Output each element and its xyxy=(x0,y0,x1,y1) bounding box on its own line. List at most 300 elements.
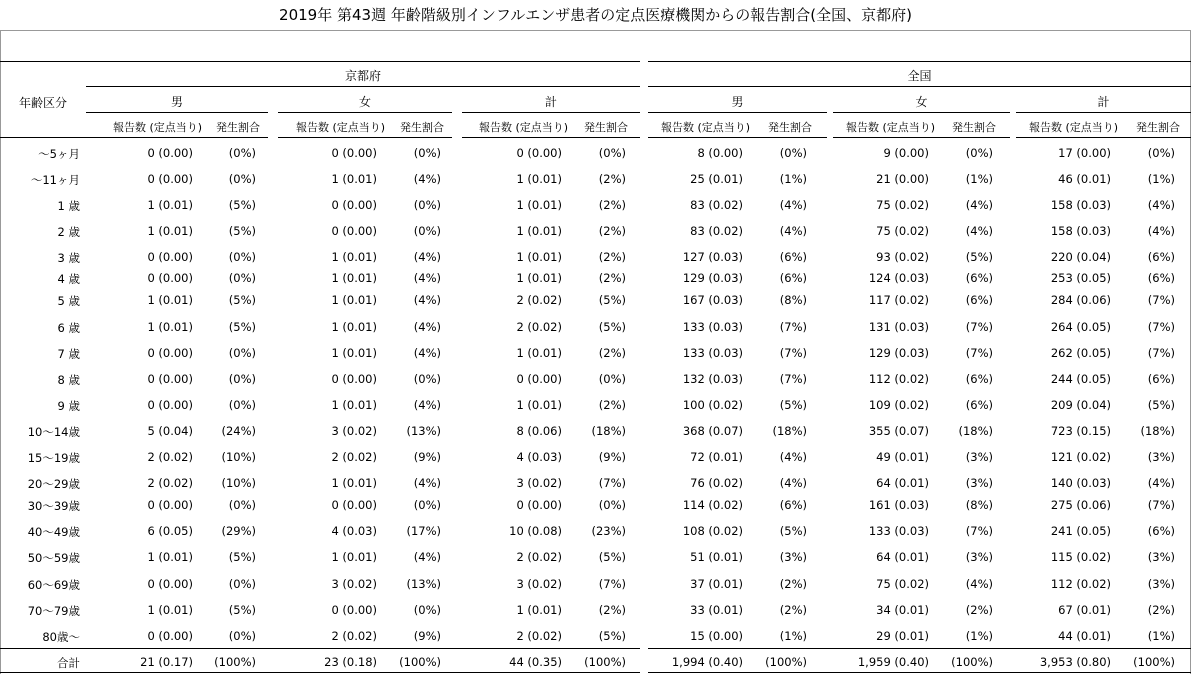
rate-cell: (6%) xyxy=(779,250,807,264)
rate-cell: (10%) xyxy=(221,450,256,464)
report-cell: 1 (0.01) xyxy=(331,320,377,334)
sex-header: 女 xyxy=(915,95,928,109)
rate-cell: (0%) xyxy=(228,372,256,386)
rule-line xyxy=(0,137,86,138)
report-cell: 34 (0.01) xyxy=(876,603,929,617)
rule-line xyxy=(833,112,1010,113)
report-cell: 0 (0.00) xyxy=(516,146,562,160)
report-cell: 2 (0.02) xyxy=(516,320,562,334)
report-cell: 117 (0.02) xyxy=(868,293,929,307)
age-label: ～11ヶ月 xyxy=(30,173,80,187)
report-cell: 253 (0.05) xyxy=(1050,271,1111,285)
column-header-rate: 発生割合 xyxy=(584,121,628,134)
age-label: 20～29歳 xyxy=(27,477,80,491)
age-label: 50～59歳 xyxy=(27,551,80,565)
rate-cell: (1%) xyxy=(1147,172,1175,186)
rate-cell: (3%) xyxy=(1147,450,1175,464)
report-cell: 0 (0.00) xyxy=(147,498,193,512)
rate-cell: (7%) xyxy=(1147,346,1175,360)
total-rate-cell: (100%) xyxy=(214,655,256,669)
rate-cell: (18%) xyxy=(958,424,993,438)
report-cell: 1 (0.01) xyxy=(331,398,377,412)
report-cell: 46 (0.01) xyxy=(1058,172,1111,186)
report-cell: 0 (0.00) xyxy=(147,172,193,186)
total-report-cell: 3,953 (0.80) xyxy=(1039,655,1111,669)
page-title: 2019年 第43週 年齢階級別インフルエンザ患者の定点医療機関からの報告割合(全国、京都府) xyxy=(279,6,912,24)
report-cell: 108 (0.02) xyxy=(682,524,743,538)
rate-cell: (0%) xyxy=(228,250,256,264)
rule-line xyxy=(0,648,640,649)
rule-line xyxy=(86,137,268,138)
rate-cell: (4%) xyxy=(779,198,807,212)
column-header-report: 報告数 (定点当り) xyxy=(661,121,751,134)
rate-cell: (2%) xyxy=(598,198,626,212)
report-cell: 33 (0.01) xyxy=(690,603,743,617)
age-label: 2 歳 xyxy=(57,225,80,239)
total-rate-cell: (100%) xyxy=(399,655,441,669)
report-cell: 275 (0.06) xyxy=(1050,498,1111,512)
report-cell: 1 (0.01) xyxy=(516,198,562,212)
report-cell: 3 (0.02) xyxy=(331,424,377,438)
report-cell: 368 (0.07) xyxy=(682,424,743,438)
rate-cell: (13%) xyxy=(406,577,441,591)
report-cell: 2 (0.02) xyxy=(516,550,562,564)
total-report-cell: 21 (0.17) xyxy=(140,655,193,669)
report-cell: 51 (0.01) xyxy=(690,550,743,564)
rate-cell: (5%) xyxy=(228,198,256,212)
rate-cell: (5%) xyxy=(598,550,626,564)
report-cell: 124 (0.03) xyxy=(868,271,929,285)
report-cell: 29 (0.01) xyxy=(876,629,929,643)
report-cell: 1 (0.01) xyxy=(147,603,193,617)
rule-line xyxy=(648,61,1191,62)
report-cell: 8 (0.00) xyxy=(697,146,743,160)
rate-cell: (6%) xyxy=(965,398,993,412)
rate-cell: (6%) xyxy=(1147,372,1175,386)
rate-cell: (3%) xyxy=(1147,550,1175,564)
rate-cell: (9%) xyxy=(598,450,626,464)
report-cell: 3 (0.02) xyxy=(516,476,562,490)
rate-cell: (6%) xyxy=(779,498,807,512)
rate-cell: (4%) xyxy=(413,271,441,285)
column-header-rate: 発生割合 xyxy=(400,121,444,134)
report-cell: 115 (0.02) xyxy=(1050,550,1111,564)
report-cell: 209 (0.04) xyxy=(1050,398,1111,412)
rate-cell: (0%) xyxy=(228,146,256,160)
rate-cell: (18%) xyxy=(772,424,807,438)
report-cell: 262 (0.05) xyxy=(1050,346,1111,360)
rate-cell: (2%) xyxy=(1147,603,1175,617)
report-cell: 0 (0.00) xyxy=(147,271,193,285)
age-label: 3 歳 xyxy=(57,251,80,265)
age-label: ～5ヶ月 xyxy=(38,147,80,161)
report-cell: 0 (0.00) xyxy=(147,629,193,643)
sex-header: 女 xyxy=(358,95,371,109)
report-cell: 0 (0.00) xyxy=(147,250,193,264)
age-group-header: 年齢区分 xyxy=(18,96,67,110)
rate-cell: (5%) xyxy=(779,398,807,412)
rate-cell: (0%) xyxy=(598,146,626,160)
age-label: 8 歳 xyxy=(57,373,80,387)
rate-cell: (5%) xyxy=(965,250,993,264)
report-cell: 723 (0.15) xyxy=(1050,424,1111,438)
report-cell: 8 (0.06) xyxy=(516,424,562,438)
report-cell: 75 (0.02) xyxy=(876,198,929,212)
report-cell: 67 (0.01) xyxy=(1058,603,1111,617)
report-cell: 72 (0.01) xyxy=(690,450,743,464)
rate-cell: (6%) xyxy=(1147,524,1175,538)
report-cell: 1 (0.01) xyxy=(516,603,562,617)
rate-cell: (0%) xyxy=(598,498,626,512)
rate-cell: (1%) xyxy=(1147,629,1175,643)
rate-cell: (17%) xyxy=(406,524,441,538)
report-cell: 0 (0.00) xyxy=(147,346,193,360)
report-cell: 100 (0.02) xyxy=(682,398,743,412)
rate-cell: (24%) xyxy=(221,424,256,438)
report-cell: 1 (0.01) xyxy=(516,224,562,238)
report-cell: 2 (0.02) xyxy=(516,293,562,307)
total-rate-cell: (100%) xyxy=(765,655,807,669)
report-cell: 127 (0.03) xyxy=(682,250,743,264)
rate-cell: (6%) xyxy=(965,372,993,386)
age-label: 6 歳 xyxy=(57,321,80,335)
rate-cell: (0%) xyxy=(413,198,441,212)
age-label: 70～79歳 xyxy=(27,604,80,618)
rate-cell: (0%) xyxy=(965,146,993,160)
rate-cell: (18%) xyxy=(591,424,626,438)
report-cell: 0 (0.00) xyxy=(331,372,377,386)
rate-cell: (7%) xyxy=(1147,498,1175,512)
rate-cell: (4%) xyxy=(965,577,993,591)
rate-cell: (6%) xyxy=(965,271,993,285)
report-cell: 114 (0.02) xyxy=(682,498,743,512)
report-cell: 133 (0.03) xyxy=(682,346,743,360)
report-cell: 264 (0.05) xyxy=(1050,320,1111,334)
rate-cell: (0%) xyxy=(228,172,256,186)
rule-line xyxy=(278,137,452,138)
rate-cell: (2%) xyxy=(598,603,626,617)
rate-cell: (4%) xyxy=(1147,224,1175,238)
report-cell: 167 (0.03) xyxy=(682,293,743,307)
report-cell: 133 (0.03) xyxy=(682,320,743,334)
column-header-report: 報告数 (定点当り) xyxy=(296,121,386,134)
rate-cell: (7%) xyxy=(779,372,807,386)
report-cell: 161 (0.03) xyxy=(868,498,929,512)
rate-cell: (4%) xyxy=(965,198,993,212)
rate-cell: (18%) xyxy=(1140,424,1175,438)
report-cell: 0 (0.00) xyxy=(516,372,562,386)
region-header: 全国 xyxy=(907,69,932,83)
report-cell: 3 (0.02) xyxy=(516,577,562,591)
rate-cell: (1%) xyxy=(965,629,993,643)
rate-cell: (4%) xyxy=(413,398,441,412)
total-report-cell: 23 (0.18) xyxy=(324,655,377,669)
total-rate-cell: (100%) xyxy=(584,655,626,669)
rate-cell: (2%) xyxy=(598,271,626,285)
total-rate-cell: (100%) xyxy=(951,655,993,669)
report-cell: 129 (0.03) xyxy=(682,271,743,285)
rate-cell: (9%) xyxy=(413,450,441,464)
report-cell: 1 (0.01) xyxy=(331,550,377,564)
rate-cell: (7%) xyxy=(598,577,626,591)
rate-cell: (0%) xyxy=(413,372,441,386)
rate-cell: (23%) xyxy=(591,524,626,538)
rate-cell: (0%) xyxy=(779,146,807,160)
rate-cell: (2%) xyxy=(598,398,626,412)
rate-cell: (0%) xyxy=(413,603,441,617)
rate-cell: (4%) xyxy=(413,476,441,490)
rate-cell: (7%) xyxy=(1147,320,1175,334)
report-cell: 241 (0.05) xyxy=(1050,524,1111,538)
column-header-rate: 発生割合 xyxy=(768,121,812,134)
rate-cell: (10%) xyxy=(221,476,256,490)
age-label: 1 歳 xyxy=(57,199,80,213)
rate-cell: (5%) xyxy=(598,293,626,307)
rate-cell: (7%) xyxy=(779,346,807,360)
rate-cell: (6%) xyxy=(779,271,807,285)
rule-line xyxy=(648,672,1191,673)
rate-cell: (4%) xyxy=(1147,476,1175,490)
rate-cell: (7%) xyxy=(965,524,993,538)
rate-cell: (2%) xyxy=(598,172,626,186)
rate-cell: (1%) xyxy=(779,629,807,643)
report-cell: 2 (0.02) xyxy=(331,450,377,464)
report-cell: 0 (0.00) xyxy=(147,372,193,386)
age-label: 5 歳 xyxy=(57,294,80,308)
rate-cell: (5%) xyxy=(779,524,807,538)
rate-cell: (4%) xyxy=(413,320,441,334)
report-cell: 4 (0.03) xyxy=(516,450,562,464)
rate-cell: (4%) xyxy=(413,293,441,307)
rule-line xyxy=(0,672,640,673)
report-cell: 1 (0.01) xyxy=(147,224,193,238)
age-label: 9 歳 xyxy=(57,399,80,413)
rate-cell: (6%) xyxy=(1147,271,1175,285)
rate-cell: (4%) xyxy=(965,224,993,238)
column-header-report: 報告数 (定点当り) xyxy=(1029,121,1119,134)
rate-cell: (3%) xyxy=(965,450,993,464)
sex-header: 計 xyxy=(544,95,557,109)
rule-line xyxy=(86,86,640,87)
report-cell: 0 (0.00) xyxy=(147,146,193,160)
rate-cell: (5%) xyxy=(1147,398,1175,412)
rate-cell: (0%) xyxy=(228,629,256,643)
rule-line xyxy=(648,86,1191,87)
report-cell: 0 (0.00) xyxy=(331,498,377,512)
report-cell: 129 (0.03) xyxy=(868,346,929,360)
report-cell: 131 (0.03) xyxy=(868,320,929,334)
total-report-cell: 44 (0.35) xyxy=(509,655,562,669)
sex-header: 男 xyxy=(170,95,183,109)
report-cell: 0 (0.00) xyxy=(331,198,377,212)
rate-cell: (5%) xyxy=(228,224,256,238)
rate-cell: (9%) xyxy=(413,629,441,643)
report-cell: 0 (0.00) xyxy=(331,146,377,160)
rate-cell: (2%) xyxy=(598,250,626,264)
rate-cell: (7%) xyxy=(598,476,626,490)
rate-cell: (2%) xyxy=(598,346,626,360)
report-cell: 44 (0.01) xyxy=(1058,629,1111,643)
report-cell: 112 (0.02) xyxy=(868,372,929,386)
report-cell: 0 (0.00) xyxy=(147,577,193,591)
report-cell: 1 (0.01) xyxy=(516,172,562,186)
total-rate-cell: (100%) xyxy=(1133,655,1175,669)
rate-cell: (0%) xyxy=(413,498,441,512)
total-label: 合計 xyxy=(57,656,80,670)
rate-cell: (3%) xyxy=(965,550,993,564)
rate-cell: (7%) xyxy=(1147,293,1175,307)
rate-cell: (8%) xyxy=(779,293,807,307)
rate-cell: (0%) xyxy=(228,577,256,591)
age-label: 30～39歳 xyxy=(27,499,80,513)
rate-cell: (5%) xyxy=(228,603,256,617)
rate-cell: (3%) xyxy=(779,550,807,564)
report-cell: 2 (0.02) xyxy=(331,629,377,643)
rate-cell: (4%) xyxy=(1147,198,1175,212)
rate-cell: (4%) xyxy=(413,550,441,564)
age-label: 40～49歳 xyxy=(27,525,80,539)
column-header-rate: 発生割合 xyxy=(1136,121,1180,134)
report-cell: 64 (0.01) xyxy=(876,550,929,564)
report-cell: 3 (0.02) xyxy=(331,577,377,591)
rate-cell: (5%) xyxy=(598,629,626,643)
rule-line xyxy=(278,112,452,113)
rule-line xyxy=(462,112,640,113)
age-label: 60～69歳 xyxy=(27,578,80,592)
rate-cell: (1%) xyxy=(965,172,993,186)
report-cell: 220 (0.04) xyxy=(1050,250,1111,264)
report-cell: 1 (0.01) xyxy=(331,346,377,360)
report-cell: 93 (0.02) xyxy=(876,250,929,264)
report-cell: 1 (0.01) xyxy=(147,198,193,212)
rate-cell: (4%) xyxy=(779,224,807,238)
total-report-cell: 1,959 (0.40) xyxy=(857,655,929,669)
report-cell: 0 (0.00) xyxy=(516,498,562,512)
report-cell: 158 (0.03) xyxy=(1050,224,1111,238)
rule-line xyxy=(86,112,268,113)
total-report-cell: 1,994 (0.40) xyxy=(671,655,743,669)
report-cell: 76 (0.02) xyxy=(690,476,743,490)
rate-cell: (0%) xyxy=(228,271,256,285)
report-cell: 112 (0.02) xyxy=(1050,577,1111,591)
report-cell: 25 (0.01) xyxy=(690,172,743,186)
rate-cell: (4%) xyxy=(413,250,441,264)
report-cell: 1 (0.01) xyxy=(516,346,562,360)
report-cell: 2 (0.02) xyxy=(516,629,562,643)
rate-cell: (6%) xyxy=(965,293,993,307)
age-label: 7 歳 xyxy=(57,347,80,361)
rate-cell: (0%) xyxy=(228,398,256,412)
rule-line xyxy=(648,648,1191,649)
rate-cell: (4%) xyxy=(779,450,807,464)
rate-cell: (4%) xyxy=(413,172,441,186)
rate-cell: (2%) xyxy=(779,603,807,617)
report-cell: 355 (0.07) xyxy=(868,424,929,438)
rule-line xyxy=(1016,112,1191,113)
report-cell: 15 (0.00) xyxy=(690,629,743,643)
rate-cell: (0%) xyxy=(598,372,626,386)
column-header-rate: 発生割合 xyxy=(216,121,260,134)
rate-cell: (0%) xyxy=(228,498,256,512)
report-cell: 1 (0.01) xyxy=(516,398,562,412)
rate-cell: (29%) xyxy=(221,524,256,538)
report-cell: 140 (0.03) xyxy=(1050,476,1111,490)
rate-cell: (1%) xyxy=(779,172,807,186)
report-cell: 0 (0.00) xyxy=(147,398,193,412)
report-cell: 75 (0.02) xyxy=(876,577,929,591)
report-cell: 121 (0.02) xyxy=(1050,450,1111,464)
rate-cell: (0%) xyxy=(413,224,441,238)
rate-cell: (7%) xyxy=(779,320,807,334)
sex-header: 計 xyxy=(1097,95,1110,109)
rule-line xyxy=(1016,137,1191,138)
age-label: 4 歳 xyxy=(57,272,80,286)
report-cell: 109 (0.02) xyxy=(868,398,929,412)
rate-cell: (0%) xyxy=(1147,146,1175,160)
rate-cell: (0%) xyxy=(413,146,441,160)
report-cell: 0 (0.00) xyxy=(331,603,377,617)
rate-cell: (13%) xyxy=(406,424,441,438)
age-label: 10～14歳 xyxy=(27,425,80,439)
report-cell: 17 (0.00) xyxy=(1058,146,1111,160)
rate-cell: (8%) xyxy=(965,498,993,512)
rate-cell: (3%) xyxy=(965,476,993,490)
report-cell: 4 (0.03) xyxy=(331,524,377,538)
report-cell: 1 (0.01) xyxy=(147,550,193,564)
report-cell: 6 (0.05) xyxy=(147,524,193,538)
rate-cell: (5%) xyxy=(228,320,256,334)
report-cell: 2 (0.02) xyxy=(147,450,193,464)
report-cell: 1 (0.01) xyxy=(516,271,562,285)
report-cell: 1 (0.01) xyxy=(331,271,377,285)
report-cell: 64 (0.01) xyxy=(876,476,929,490)
rule-line xyxy=(833,137,1010,138)
report-cell: 1 (0.01) xyxy=(147,320,193,334)
rate-cell: (2%) xyxy=(598,224,626,238)
rule-line xyxy=(648,112,827,113)
report-cell: 244 (0.05) xyxy=(1050,372,1111,386)
report-cell: 133 (0.03) xyxy=(868,524,929,538)
rule-line xyxy=(462,137,640,138)
region-header: 京都府 xyxy=(344,69,381,83)
rate-cell: (5%) xyxy=(228,293,256,307)
report-cell: 10 (0.08) xyxy=(509,524,562,538)
report-cell: 0 (0.00) xyxy=(331,224,377,238)
report-cell: 1 (0.01) xyxy=(331,293,377,307)
rate-cell: (0%) xyxy=(228,346,256,360)
age-label: 80歳～ xyxy=(42,630,80,644)
column-header-rate: 発生割合 xyxy=(952,121,996,134)
rate-cell: (7%) xyxy=(965,320,993,334)
column-header-report: 報告数 (定点当り) xyxy=(113,121,203,134)
report-cell: 1 (0.01) xyxy=(331,250,377,264)
rate-cell: (3%) xyxy=(1147,577,1175,591)
rate-cell: (7%) xyxy=(965,346,993,360)
report-cell: 158 (0.03) xyxy=(1050,198,1111,212)
report-cell: 21 (0.00) xyxy=(876,172,929,186)
report-cell: 284 (0.06) xyxy=(1050,293,1111,307)
report-cell: 1 (0.01) xyxy=(331,172,377,186)
report-cell: 1 (0.01) xyxy=(516,250,562,264)
rate-cell: (2%) xyxy=(965,603,993,617)
age-label: 15～19歳 xyxy=(27,451,80,465)
sex-header: 男 xyxy=(731,95,744,109)
rate-cell: (5%) xyxy=(228,550,256,564)
report-cell: 5 (0.04) xyxy=(147,424,193,438)
rate-cell: (5%) xyxy=(598,320,626,334)
report-cell: 9 (0.00) xyxy=(883,146,929,160)
report-cell: 2 (0.02) xyxy=(147,476,193,490)
